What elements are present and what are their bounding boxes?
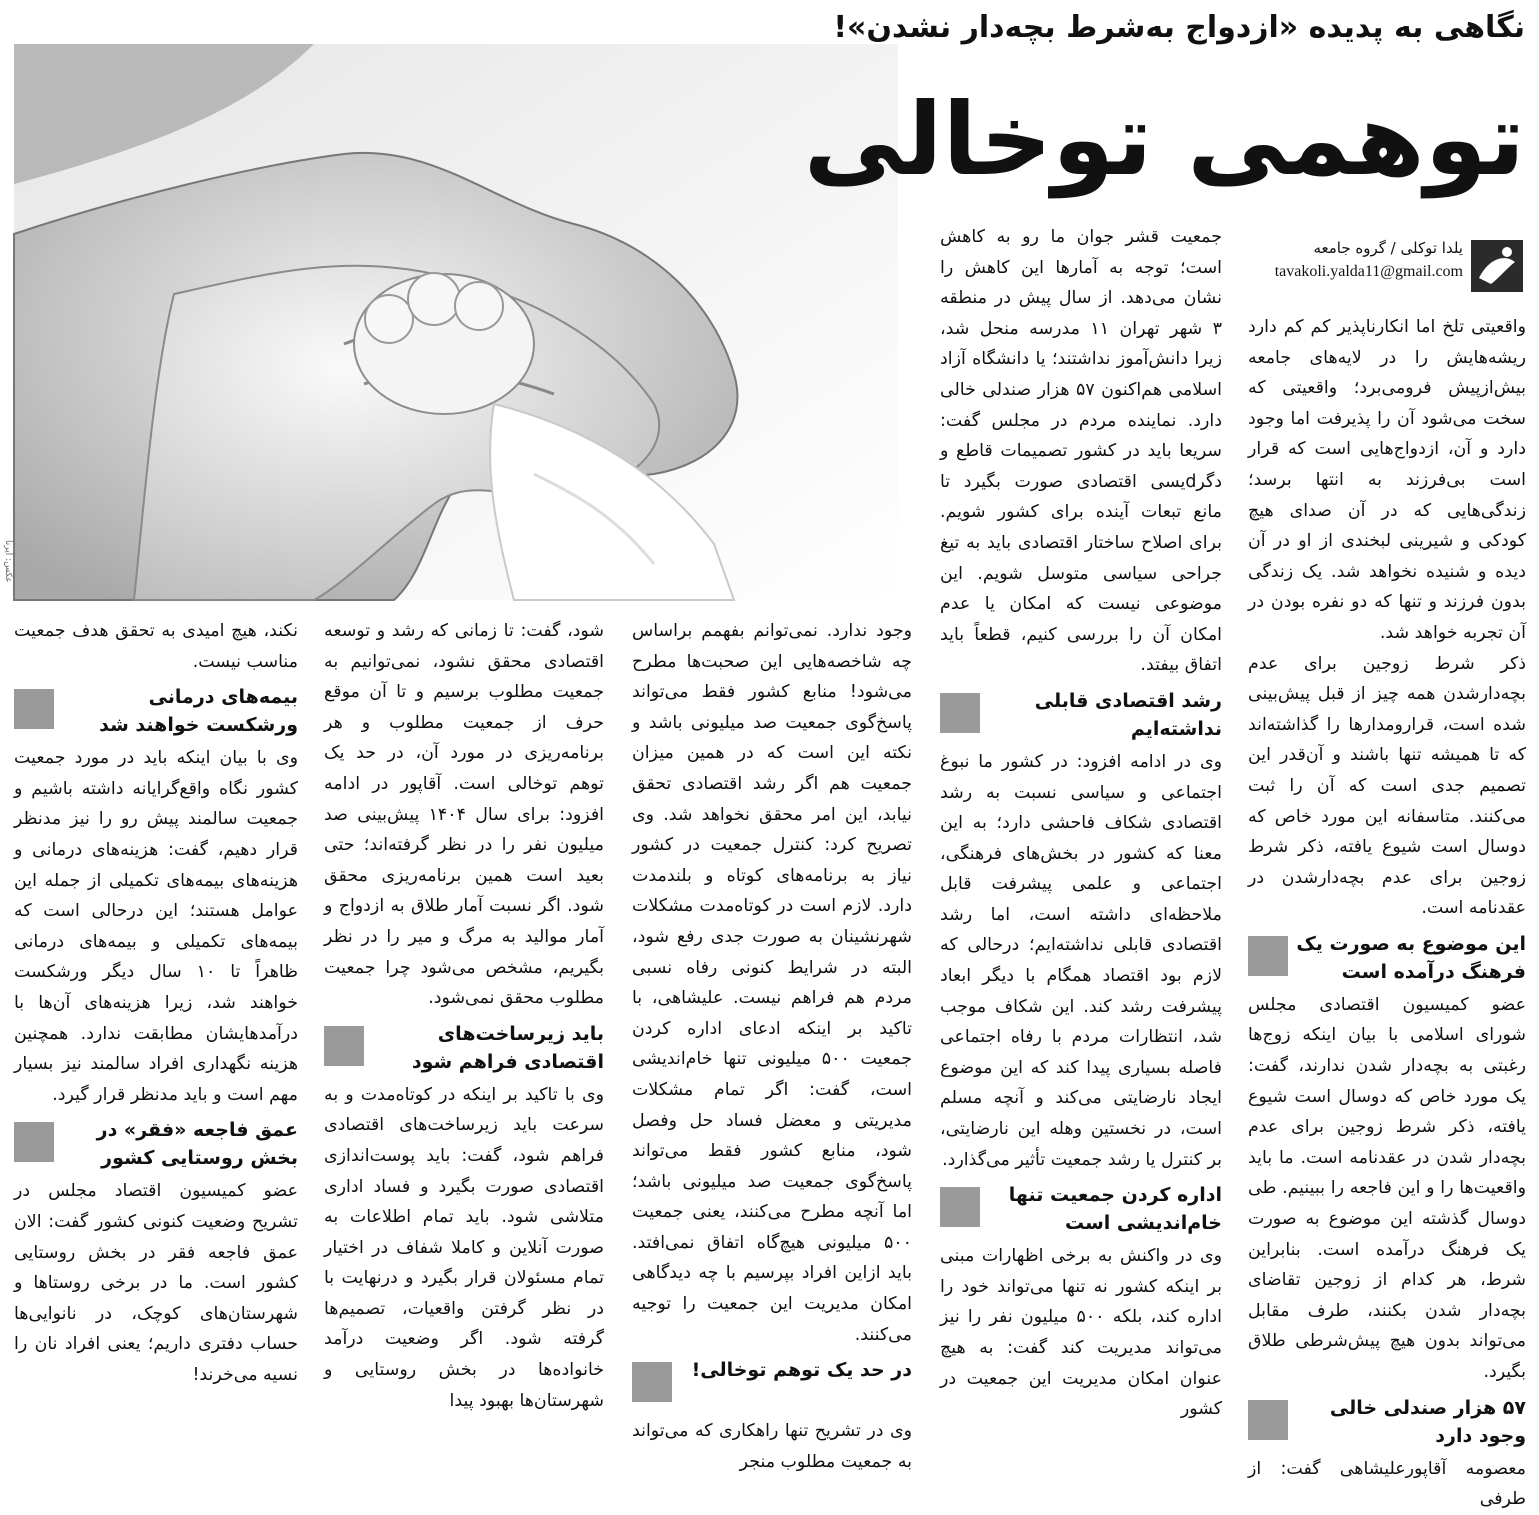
section-subheading	[1248, 930, 1526, 986]
article-paragraph: ذکر شرط زوجین برای عدم بچه‌دارشدن همه چیز از قبل پیش‌بینی شده است، قرارومدارها را گذاشته‌اند که تا همیشه تنها باشند و آن‌قدر این تصمیم جدی است که آن را ثبت می‌کنند. متاسفانه این مورد خاص که دوسال است شیوع یافته، ذکر شرط زوجین برای عدم بچه‌دارشدن در عقدنامه است.	[1248, 653, 1526, 919]
subheading-square-icon	[14, 1122, 54, 1162]
subheading-text: باید زیرساخت‌های اقتصادی فراهم شود	[411, 1022, 604, 1073]
kicker: نگاهی به پدیده «ازدواج به‌شرط بچه‌دار نشدن»!	[833, 10, 1525, 45]
subheading-text: این موضوع به صورت یک فرهنگ درآمده است	[1296, 932, 1526, 983]
subheading-square-icon	[940, 693, 980, 733]
section-subheading	[14, 1116, 298, 1172]
subheading-square-icon	[632, 1362, 672, 1402]
article-paragraph: وی در تشریح تنها راهکاری که می‌تواند به جمعیت مطلوب منجر	[632, 1421, 912, 1472]
subheading-text: در حد یک توهم توخالی!	[691, 1359, 912, 1382]
headline: توهمی توخالی	[803, 81, 1525, 198]
subheading-square-icon	[1248, 1400, 1288, 1440]
article-paragraph: واقعیتی تلخ اما انکارناپذیر کم کم دارد ریشه‌هایش را در لایه‌های جامعه بیش‌ازپیش فرومی‌برد؛ واقعیتی که سخت می‌شود آن را پذیرفت اما وجود دارد و آن، ازدواج‌هایی است که قرار است بی‌فرزند به انتها برسد؛ زندگی‌هایی که در آن صدای هیچ کودکی و شیرینی لبخندی از او در آن دیده و شنیده نخواهد شد. یک زندگی بدون فرزند و تنها که دو نفره بودن در آن تجربه خواهد شد.	[1248, 317, 1526, 643]
byline-author: یلدا توکلی / گروه جامعه	[1313, 239, 1463, 257]
byline	[1275, 236, 1463, 284]
hands-illustration	[14, 44, 898, 600]
subheading-square-icon	[324, 1026, 364, 1066]
section-subheading	[14, 683, 298, 739]
article-paragraph: وی با بیان اینکه باید در مورد جمعیت کشور نگاه واقع‌گرایانه داشته باشیم و جمعیت سالمند پیش رو را نیز مدنظر قرار دهیم، گفت: هزینه‌های درمانی و هزینه‌های بیمه‌های تکمیلی از جمله این عوامل هستند؛ این درحالی است که بیمه‌های تکمیلی و بیمه‌های درمانی ظاهراً تا ۱۰ سال دیگر ورشکست خواهند شد، زیرا هزینه‌های آن‌ها با درآمدهایشان مطابقت ندارد. همچنین هزینه نگهداری افراد سالمند نیز بسیار مهم است و باید مدنظر قرار گیرد.	[14, 748, 299, 1105]
article-column-1	[1248, 312, 1526, 1510]
subheading-text: عمق فاجعه «فقر» در بخش روستایی کشور	[96, 1119, 298, 1170]
article-paragraph: وی با تاکید بر اینکه در کوتاه‌مدت و به سرعت باید زیرساخت‌های اقتصادی فراهم شود، گفت: باید پوست‌اندازی اقتصادی صورت بگیرد و فساد اداری متلاشی شود. باید تمام اطلاعات به صورت آنلاین و کاملا شفاف در اختیار تمام مسئولان قرار بگیرد و درنهایت با در نظر گرفتن واقعیات، تصمیم‌ها گرفته شود. اگر وضعیت درآمد خانواده‌ها در بخش روستایی و شهرستان‌ها بهبود پیدا	[324, 1084, 604, 1411]
section-subheading	[632, 1356, 912, 1412]
section-subheading	[324, 1020, 604, 1076]
section-subheading	[1248, 1394, 1526, 1450]
subheading-text: ۵۷ هزار صندلی خالی وجود دارد	[1329, 1396, 1526, 1447]
subheading-square-icon	[1248, 936, 1288, 976]
subheading-text: اداره کردن جمعیت تنها خام‌اندیشی است	[1008, 1184, 1222, 1235]
article-paragraph: شود، گفت: تا زمانی که رشد و توسعه اقتصادی محقق نشود، نمی‌توانیم به جمعیت مطلوب برسیم و تا آن موقع حرف از جمعیت مطلوب و هر برنامه‌ریزی در مورد آن، در حد یک توهم توخالی است. آقاپور در ادامه افزود: برای سال ۱۴۰۴ پیش‌بینی صد میلیون نفر را در نظر گرفته‌اند؛ حتی بعید است همین برنامه‌ریزی محقق شود. اگر نسبت آمار طلاق به ازدواج و آمار موالید به مرگ و میر را در نظر بگیریم، مشخص می‌شود چرا جمعیت مطلوب محقق نمی‌شود.	[324, 621, 604, 1009]
article-column-4	[324, 616, 604, 1411]
subheading-square-icon	[940, 1187, 980, 1227]
author-logo-icon	[1469, 238, 1525, 294]
section-subheading	[940, 1181, 1222, 1237]
subheading-square-icon	[14, 689, 54, 729]
photo-credit: عکس: ایرنا	[3, 540, 13, 583]
article-column-2	[940, 222, 1223, 1420]
section-subheading	[940, 687, 1222, 743]
article-paragraph: عضو کمیسیون اقتصادی مجلس شورای اسلامی با بیان اینکه زوج‌ها رغبتی به بچه‌دار شدن ندارند، گفت: یک مورد خاص که دوسال است شیوع یافته، ذکر شرط زوجین برای عدم بچه‌دار شدن در عقدنامه است. ما باید واقعیت‌ها را و این فاجعه را ببینیم. طی دوسال گذشته این موضوع به صورت یک فرهنگ درآمده است. بنابراین شرط، هر کدام از زوجین تقاضای بچه‌دار شدن بکنند، طرف مقابل می‌تواند بدون هیچ پیش‌شرطی طلاق بگیرد.	[1248, 994, 1526, 1382]
article-paragraph: وی در ادامه افزود: در کشور ما نبوغ اجتماعی و سیاسی نسبت به رشد اقتصادی شکاف فاحشی دارد؛ به این معنا که کشور در بخش‌های فرهنگی، اجتماعی و علمی پیشرفت قابل ملاحظه‌ای داشته است، اما رشد اقتصادی قابلی نداشته‌ایم؛ درحالی که لازم بود اقتصاد همگام با دیگر ابعاد پیشرفت رشد کند. این شکاف موجب شد، انتظارات مردم با رفاه اجتماعی فاصله بسیاری پیدا کند که این موضوع ایجاد نارضایتی می‌کند و آنچه مسلم است، در نخستین وهله این نارضایتی، بر کنترل یا رشد جمعیت تأثیر می‌گذارد.	[940, 751, 1222, 1170]
article-column-5	[14, 616, 299, 1385]
subheading-text: بیمه‌های درمانی ورشکست خواهند شد	[99, 686, 298, 737]
article-paragraph: جمعیت قشر جوان ما رو به کاهش است؛ توجه به آمارها این کاهش را نشان می‌دهد. از سال پیش در منطقه ۳ شهر تهران ۱۱ مدرسه منحل شد، زیرا دانش‌آموز نداشتند؛ یا دانشگاه آزاد اسلامی هم‌اکنون ۵۷ هزار صندلی خالی دارد. نماینده مردم در مجلس گفت: سریعا باید در کشور تصمیمات قاطع و دگرdیسی اقتصادی صورت بگیرد تا مانع تبعات آینده برای کشور شویم. برای اصلاح ساختار اقتصادی باید به تیغ جراحی سیاسی متوسل شویم. این موضوعی نیست که امکان یا عدم امکان آن را بررسی کنیم، قطعاً باید اتفاق بیفتد.	[940, 227, 1223, 676]
article-paragraph: عضو کمیسیون اقتصاد مجلس در تشریح وضعیت کنونی کشور گفت: الان عمق فاجعه فقر در بخش روستایی کشور است. ما در برخی روستاها و شهرستان‌های کوچک، در نانوایی‌ها حساب دفتری داریم؛ یعنی افراد نان را نسیه می‌خرند!	[14, 1181, 298, 1385]
article-paragraph: نکند، هیچ امیدی به تحقق هدف جمعیت مناسب نیست.	[14, 621, 298, 672]
article-paragraph: معصومه آقاپور‌علیشاهی گفت: از طرفی	[1248, 1458, 1526, 1510]
article-paragraph: وی در واکنش به برخی اظهارات مبنی بر اینکه کشور نه تنها می‌تواند خود را اداره کند، بلکه ۵۰۰ میلیون نفر را نیز می‌تواند مدیریت کند گفت: به هیچ عنوان امکان مدیریت این جمعیت در کشور	[940, 1246, 1222, 1420]
byline-email: tavakoli.yalda11@gmail.com	[1274, 263, 1463, 280]
subheading-text: رشد اقتصادی قابلی نداشته‌ایم	[1034, 689, 1222, 740]
article-paragraph: وجود ندارد. نمی‌توانم بفهمم براساس چه شاخصه‌هایی این صحبت‌ها مطرح می‌شود! منابع کشور فقط می‌تواند پاسخ‌گوی جمعیت صد میلیونی باشد و نکته این است که در همین میزان جمعیت هم اگر رشد اقتصادی تحقق نیابد، این امر محقق نخواهد شد. وی تصریح کرد: کنترل جمعیت در کشور نیاز به برنامه‌های کوتاه و بلندمدت دارد. لازم است در کوتاه‌مدت مشکلات شهرنشینان به صورت جدی رفع شود، البته در شرایط کنونی رفاه نسبی مردم هم فراهم نیست. علیشاهی، با تاکید بر اینکه ادعای اداره کردن جمعیت ۵۰۰ میلیونی تنها خام‌اندیشی است، گفت: اگر تمام مشکلات مدیریتی و معضل فساد حل وفصل شود، منابع کشور فقط می‌تواند پاسخ‌گوی جمعیت صد میلیونی باشد؛ اما آنچه مطرح می‌کنند، یعنی جمعیت ۵۰۰ میلیونی هیچ‌گاه اتفاق نمی‌افتد. باید ازاین افراد بپرسیم با چه دیدگاهی امکان مدیریت این جمعیت را توجیه می‌کنند.	[632, 621, 913, 1345]
hands-photo	[14, 44, 898, 600]
article-column-3	[632, 616, 913, 1472]
